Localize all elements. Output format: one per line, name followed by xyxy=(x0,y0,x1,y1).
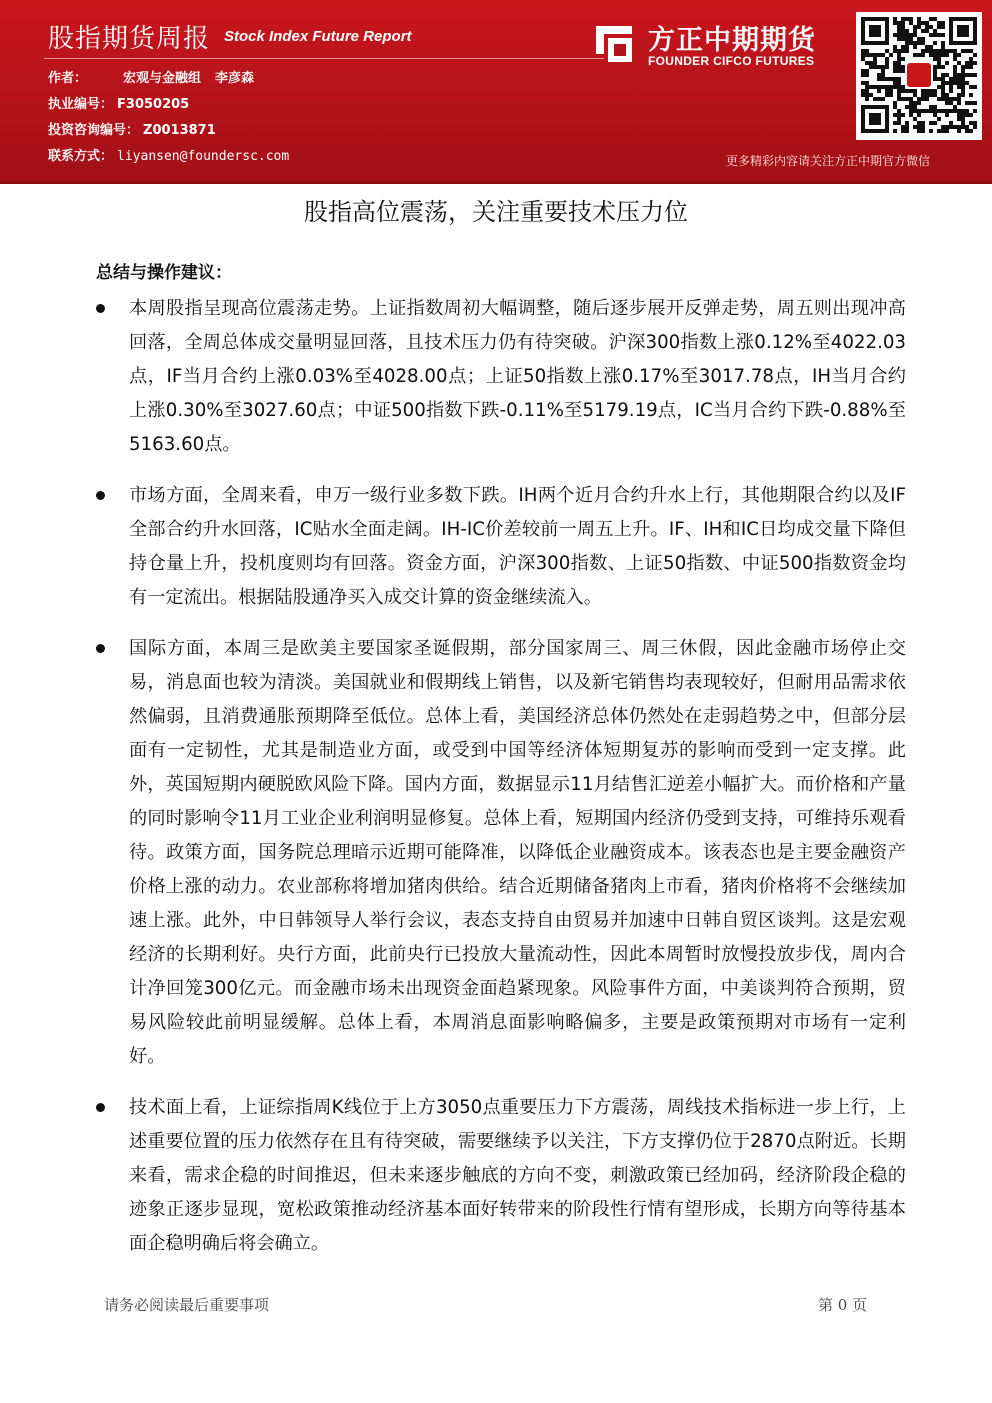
contact-label: 联系方式： xyxy=(48,149,114,164)
report-header xyxy=(0,0,992,181)
contact-row xyxy=(48,145,289,164)
header-divider xyxy=(0,181,992,184)
title-underline xyxy=(44,58,604,59)
list-item xyxy=(96,632,906,1074)
report-title-cn: 股指期货周报 xyxy=(48,24,211,54)
section-heading: 总结与操作建议： xyxy=(96,263,232,283)
invest-label: 投资咨询编号： xyxy=(48,123,140,138)
page-number: 第 0 页 xyxy=(818,1296,868,1314)
author-name: 李彦森 xyxy=(215,71,255,86)
bullet-text: 市场方面，全周来看，申万一级行业多数下跌。IH两个近月合约升水上行，其他期限合约以及IF全部合约升水回落，IC贴水全面走阔。IH-IC价差较前一周五上升。IF、IH和IC日均成交量下降但持仓量上升，投机度则均有回落。资金方面，沪深300指数、上证50指数、中证500指数资金均有一定流出。根据陆股通净买入成交计算的资金继续流入。 xyxy=(129,485,906,608)
bullet-text: 本周股指呈现高位震荡走势。上证指数周初大幅调整，随后逐步展开反弹走势，周五则出现冲高回落，全周总体成交量明显回落，且技术压力仍有待突破。沪深300指数上涨0.12%至4022.03点，IF当月合约上涨0.03%至4028.00点；上证50指数上涨0.17%至3017.78点，IH当月合约上涨0.30%至3027.60点；中证500指数下跌-0.11%至5179.19点，IC当月合约下跌-0.88%至5163.60点。 xyxy=(129,298,906,455)
list-item xyxy=(96,479,906,615)
license-label: 执业编号： xyxy=(48,97,114,112)
bullet-dot-icon xyxy=(96,644,105,653)
footer-disclaimer-note: 请务必阅读最后重要事项 xyxy=(104,1296,270,1314)
license-row xyxy=(48,93,189,112)
list-item xyxy=(96,1091,906,1261)
company-logo xyxy=(592,18,852,70)
report-title-en: Stock Index Future Report xyxy=(224,28,412,45)
founder-logo-icon xyxy=(592,22,636,66)
invest-row xyxy=(48,119,216,138)
bullet-dot-icon xyxy=(96,491,105,500)
summary-bullets xyxy=(96,292,906,1278)
invest-value: Z0013871 xyxy=(143,123,216,138)
qr-code-icon xyxy=(856,12,982,140)
follow-wechat-note: 更多精彩内容请关注方正中期官方微信 xyxy=(726,154,931,168)
bullet-text: 技术面上看，上证综指周K线位于上方3050点重要压力下方震荡，周线技术指标进一步上行，上述重要位置的压力依然存在且有待突破，需要继续予以关注，下方支撑仍位于2870点附近。长期来看，需求企稳的时间推迟，但未来逐步触底的方向不变，刺激政策已经加码，经济阶段企稳的迹象正逐步显现，宽松政策推动经济基本面好转带来的阶段性行情有望形成，长期方向等待基本面企稳明确后将会确立。 xyxy=(129,1097,906,1254)
document-title: 股指高位震荡，关注重要技术压力位 xyxy=(304,198,688,226)
list-item xyxy=(96,292,906,462)
license-value: F3050205 xyxy=(117,97,190,112)
contact-email[interactable]: liyansen@foundersc.com xyxy=(117,149,290,164)
bullet-dot-icon xyxy=(96,304,105,313)
logo-text-cn: 方正中期期货 xyxy=(648,25,816,56)
bullet-text: 国际方面，本周三是欧美主要国家圣诞假期，部分国家周三、周三休假，因此金融市场停止交易，消息面也较为清淡。美国就业和假期线上销售，以及新宅销售均表现较好，但耐用品需求依然偏弱，且消费通胀预期降至低位。总体上看，美国经济总体仍然处在走弱趋势之中，但部分层面有一定韧性，尤其是制造业方面，或受到中国等经济体短期复苏的影响而受到一定支撑。此外，英国短期内硬脱欧风险下降。国内方面，数据显示11月结售汇逆差小幅扩大。而价格和产量的同时影响令11月工业企业利润明显修复。总体上看，短期国内经济仍受到支持，可维持乐观看待。政策方面，国务院总理暗示近期可能降准，以降低企业融资成本。该表态也是主要金融资产价格上涨的动力。农业部称将增加猪肉供给。结合近期储备猪肉上市看，猪肉价格将不会继续加速上涨。此外，中日韩领导人举行会议，表态支持自由贸易并加速中日韩自贸区谈判。这是宏观经济的长期利好。央行方面，此前央行已投放大量流动性，因此本周暂时放慢投放步伐，周内合计净回笼300亿元。而金融市场未出现资金面趋紧现象。风险事件方面，中美谈判符合预期，贸易风险较此前明显缓解。总体上看，本周消息面影响略偏多，主要是政策预期对市场有一定利好。 xyxy=(129,638,906,1067)
author-row xyxy=(48,67,254,86)
author-label: 作者： xyxy=(48,71,88,86)
bullet-dot-icon xyxy=(96,1103,105,1112)
logo-text-en: FOUNDER CIFCO FUTURES xyxy=(648,54,815,68)
author-dept: 宏观与金融组 xyxy=(123,71,202,86)
